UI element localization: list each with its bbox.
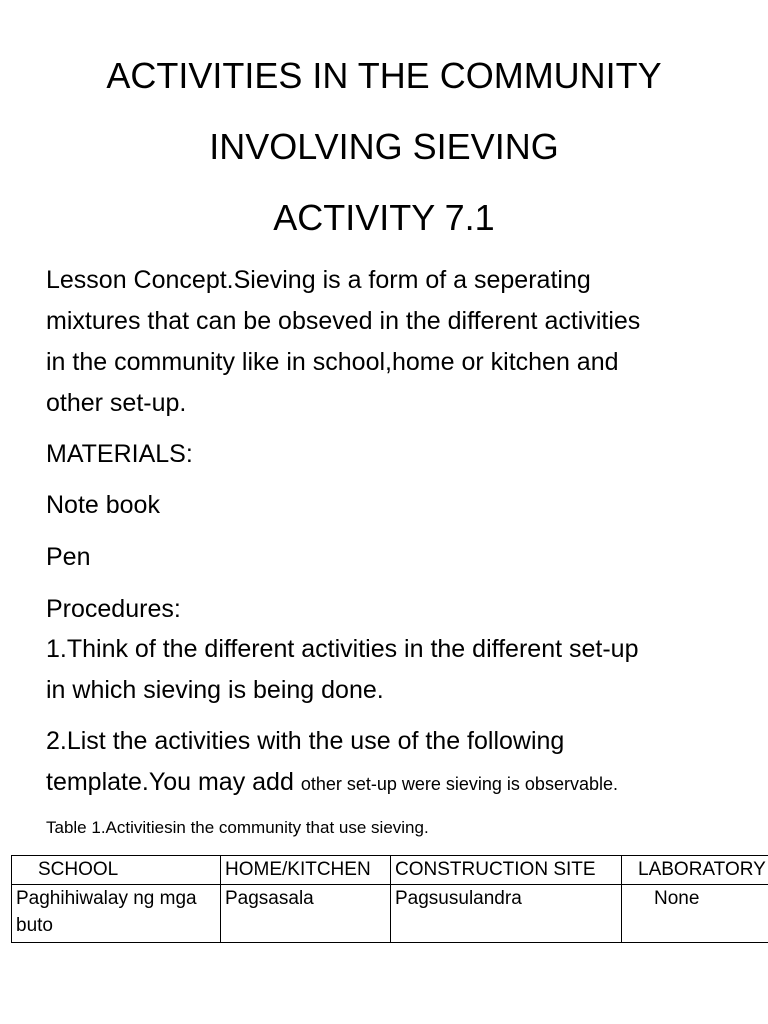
procedure-step-1-line: 1.Think of the different activities in the different set-up xyxy=(46,635,639,663)
title-line-2: INVOLVING SIEVING xyxy=(209,126,559,167)
table-caption: Table 1.Activitiesin the community that use sieving. xyxy=(46,818,429,837)
procedure-step-2-line xyxy=(46,762,746,805)
materials-heading: MATERIALS: xyxy=(46,440,193,468)
procedures-heading: Procedures: xyxy=(46,595,181,623)
column-header-construction-site: CONSTRUCTION SITE xyxy=(391,856,622,885)
procedure-step-2-line: 2.List the activities with the use of the following xyxy=(46,727,565,755)
activity-number-title: ACTIVITY 7.1 xyxy=(273,197,495,238)
table-cell-home-kitchen: Pagsasala xyxy=(221,885,391,943)
activities-table xyxy=(11,855,768,943)
table-cell-school: Paghihiwalay ng mga buto xyxy=(12,885,221,943)
column-header-school: SCHOOL xyxy=(12,856,221,885)
lesson-concept-line: Lesson Concept.Sieving is a form of a seperating xyxy=(46,266,591,294)
table-cell-construction-site: Pagsusulandra xyxy=(391,885,622,943)
lesson-concept-line: mixtures that can be obseved in the different activities xyxy=(46,307,641,335)
material-item: Pen xyxy=(46,543,91,571)
lesson-concept-line: in the community like in school,home or kitchen and xyxy=(46,348,619,376)
table-cell-laboratory: None xyxy=(622,885,768,943)
material-item: Note book xyxy=(46,491,160,519)
procedure-step-2-note: other set-up were sieving is observable. xyxy=(300,774,618,794)
table-row xyxy=(12,885,768,943)
table-header-row xyxy=(12,856,768,885)
title-line-1: ACTIVITIES IN THE COMMUNITY xyxy=(106,55,662,96)
procedure-step-2-text: template.You may add xyxy=(46,768,301,796)
procedure-step-1-line: in which sieving is being done. xyxy=(46,676,384,704)
column-header-home-kitchen: HOME/KITCHEN xyxy=(221,856,391,885)
column-header-laboratory: LABORATORY xyxy=(622,856,768,885)
lesson-concept-line: other set-up. xyxy=(46,389,187,417)
